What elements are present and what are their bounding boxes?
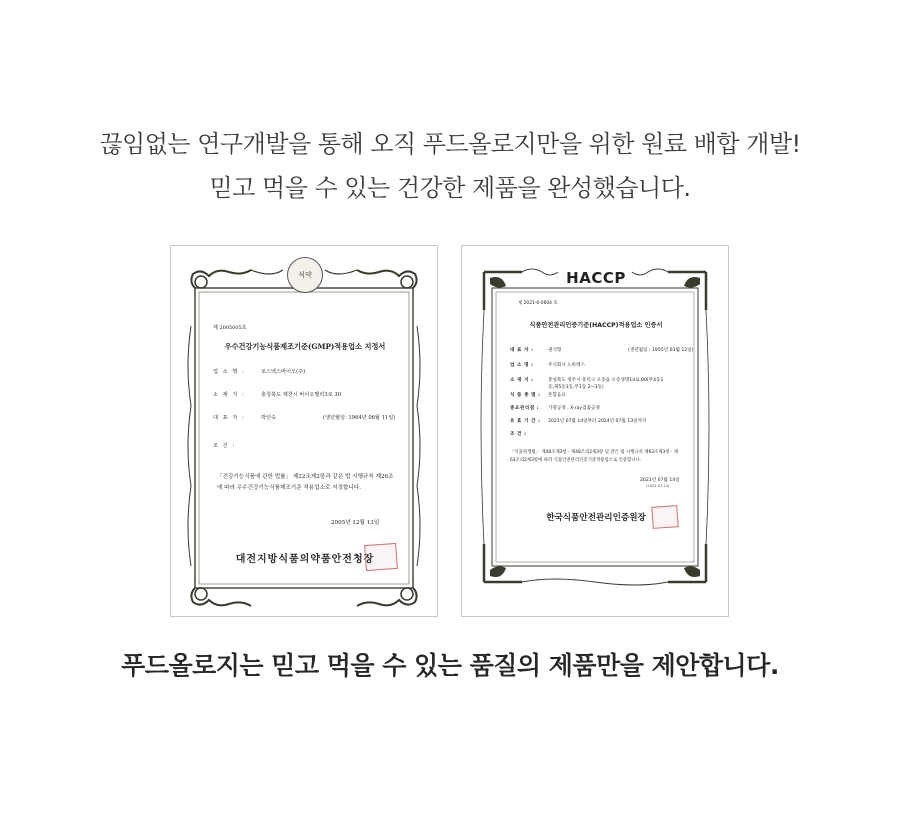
intro-text [0,122,900,210]
haccp-row: 유 효 기 간 : 2021년 07월 14일부터 2024년 07월 13일까지 [510,419,647,424]
official-stamp-icon [651,505,678,529]
certificate-issuer: 한국식품안전관리인증원장 [546,513,646,523]
gmp-row: 조 건 : [213,443,236,449]
haccp-row: 대 표 자 : 권석형 (생년월일 : 1955년 03월 12일) [510,348,694,353]
haccp-certificate-image [461,245,729,617]
haccp-row: 조 건 : [510,432,527,437]
certificate-title: 식품안전관리인증기준(HACCP)적용업소 인증서 [529,322,663,329]
certificate-date-small: (2021.07.14) [646,484,670,488]
haccp-row: 소 재 지 : 충청북도 청주시 흥덕구 오송읍 오송생명14로 80(무4동1 [510,378,664,383]
certificate-issuer: 대전지방식품의약품안전청장 [235,554,375,565]
ornamental-frame-icon [462,246,728,616]
gmp-row: 대 표 자 : 박인숙 (생년월일: 1964년 06월 11일) [213,415,396,421]
official-stamp-icon [364,543,398,571]
haccp-row: 중요관리점 : 가열공정 , X-ray검출공정 [510,406,600,411]
haccp-row: 식 품 종 별 : 혼합음료 [510,393,566,398]
gmp-certificate-image [170,245,438,617]
government-seal-icon: 식약 [287,257,323,293]
gmp-row: 업 소 명 : 로스벡스바이오(주) [213,369,306,375]
intro-line-2: 믿고 먹을 수 있는 건강한 제품을 완성했습니다. [209,174,691,202]
certificate-body: 「식품위생법」 제48조제3항 · 제48조의2제3항 및 같은 법 시행규칙 제63조제3항 · 제63조의2제3항에 따라 식품안전관리인증기준적용업소로 인증합니다. [510,450,678,463]
certificate-date: 2021년 07월 14일 [640,478,680,483]
closing-statement: 푸드올로지는 믿고 먹을 수 있는 품질의 제품만을 제안합니다. [121,651,779,680]
certificate-title: 우수건강기능식품제조기준(GMP)적용업소 지정서 [224,342,386,351]
haccp-logo-title: HACCP [566,269,626,287]
certificate-number: 제 2005005호 [213,325,247,331]
gmp-row: 소 재 지 : 충청북도 제천시 바이오밸리3로 30 [213,392,341,398]
haccp-row: 동,제5동1동,무1동 2~3동) [548,385,604,390]
certificate-body: 「건강기능식품에 관한 법률」 제22조제2항과 같은 법 시행규칙 제26조에 따라 우수건강기능식품제조기준 적용업소로 지정합니다. [217,474,394,491]
certificate-date: 2005년 12월 13일 [331,520,380,526]
intro-line-1: 끊임없는 연구개발을 통해 오직 푸드올로지만을 위한 원료 배합 개발! [99,130,801,158]
certificate-number: 제 2021-6-0604 호 [518,301,558,306]
haccp-row: 업 소 명 : 주식회사 노바렉스 [510,363,585,368]
